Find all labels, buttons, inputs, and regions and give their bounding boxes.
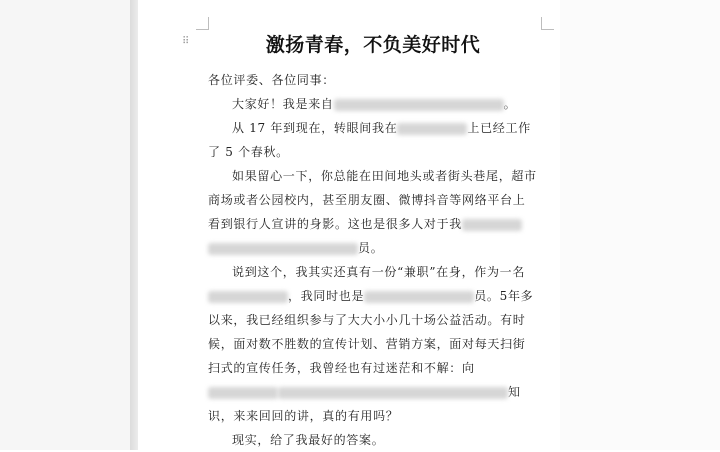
redacted-region bbox=[208, 387, 278, 399]
paragraph-1 bbox=[208, 92, 538, 116]
document-body[interactable] bbox=[208, 68, 538, 452]
document-page[interactable] bbox=[138, 0, 560, 450]
p1-text-start: 大家好！我是来自 bbox=[232, 97, 334, 111]
margin-corner-top-right bbox=[541, 17, 554, 30]
p3-text-end: 员。 bbox=[358, 241, 384, 255]
salutation-line: 各位评委、各位同事： bbox=[208, 73, 336, 87]
redacted-region bbox=[278, 387, 508, 399]
p4-text-end: 员。5年多以来，我已经组织参与了大大小小几十场公益活动。有时候，面对数不胜数的宣传计划、营销方案，面对每天扫街扫式的宣传任务，我曾经也有过迷茫和不解：向 bbox=[208, 289, 534, 375]
workspace-right-margin bbox=[560, 0, 720, 450]
p2-text-end: 上已经工作了 5 个春秋。 bbox=[208, 121, 531, 159]
paragraph-3 bbox=[208, 164, 538, 260]
margin-corner-top-left bbox=[196, 17, 209, 30]
redacted-region bbox=[364, 291, 474, 303]
p1-text-end: 。 bbox=[503, 97, 517, 111]
p4-text-tail: 知识，来来回回的讲，真的有用吗？ bbox=[208, 385, 521, 423]
move-handle-icon[interactable]: ⠿ bbox=[182, 36, 190, 47]
redacted-region bbox=[397, 123, 467, 135]
redacted-region bbox=[208, 243, 358, 255]
workspace-left-margin bbox=[0, 0, 130, 450]
p3-text-start: 如果留心一下，你总能在田间地头或者街头巷尾，超市商场或者公园校内，甚至朋友圈、微博抖音等网络平台上看到银行人宣讲的身影。这也是很多人对于我 bbox=[208, 169, 537, 231]
redacted-region bbox=[462, 219, 522, 231]
paragraph-5: 现实，给了我最好的答案。 bbox=[232, 433, 385, 447]
paragraph-2 bbox=[208, 116, 538, 164]
p4-text-mid: ，我同时也是 bbox=[288, 289, 365, 303]
paragraph-4 bbox=[208, 260, 538, 428]
document-title: 激扬青春，不负美好时代 bbox=[265, 34, 481, 56]
p2-text-start: 从 17 年到现在，转眼间我在 bbox=[232, 121, 398, 135]
p4-text-start: 说到这个，我其实还真有一份“兼职”在身，作为一名 bbox=[232, 265, 526, 279]
page-left-shadow bbox=[130, 0, 138, 450]
redacted-region bbox=[208, 291, 288, 303]
redacted-region bbox=[334, 99, 504, 111]
